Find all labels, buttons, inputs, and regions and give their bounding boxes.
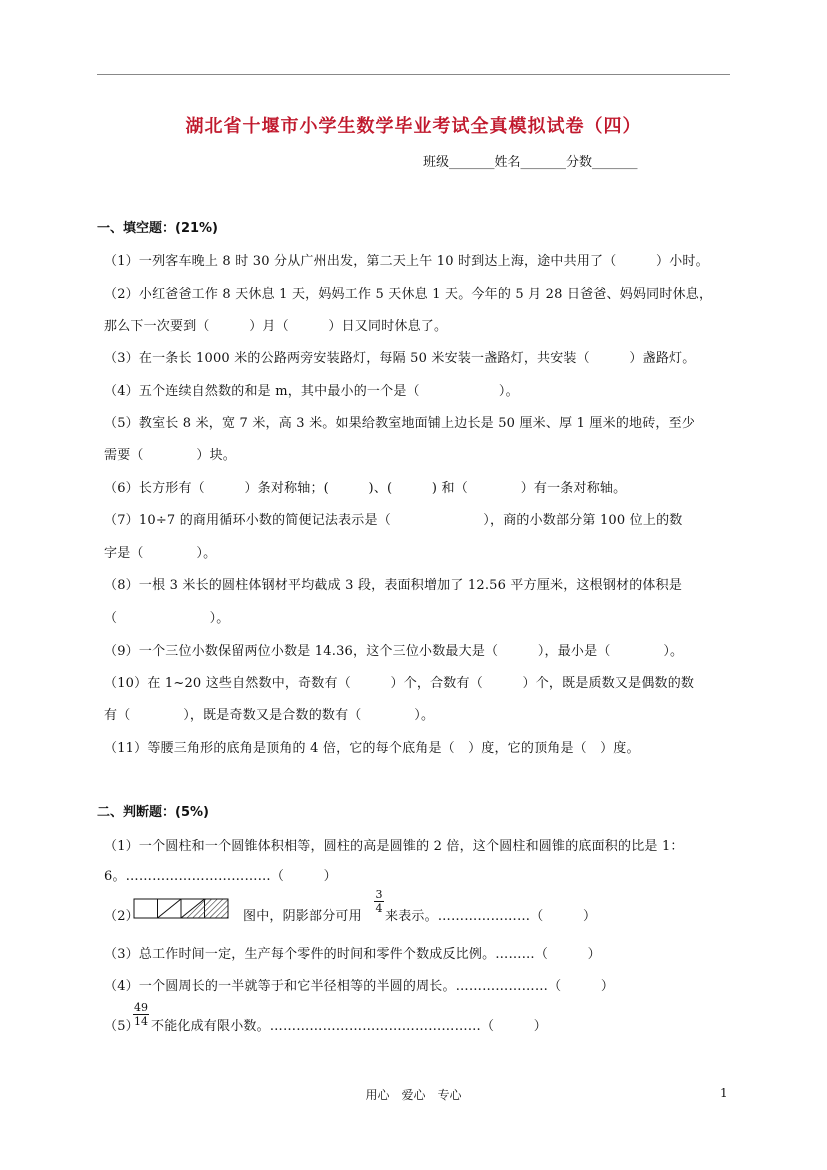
question-line: （8）一根 3 米长的圆柱体钢材平均截成 3 段，表面积增加了 12.56 平方厘米，这根钢材的体积是 — [104, 578, 683, 593]
question-line: 6。……………………………（ ） — [104, 869, 337, 884]
fraction-denominator: 14 — [134, 1015, 148, 1028]
student-info-fields: 班级_______姓名_______分数_______ — [423, 155, 638, 170]
page-number: 1 — [720, 1086, 728, 1100]
question-line: （4）一个圆周长的一半就等于和它半径相等的半圆的周长。…………………（ ） — [104, 979, 615, 994]
question-line: 有（ ），既是奇数又是合数的数有（ ）。 — [104, 708, 435, 723]
question-line: （7）10÷7 的商用循环小数的简便记法表示是（ ），商的小数部分第 100 位上的数 — [104, 513, 683, 528]
question-line: （3）总工作时间一定，生产每个零件的时间和零件个数成反比例。………（ ） — [104, 947, 601, 962]
fraction-denominator: 4 — [375, 902, 383, 915]
shaded-rectangle-diagram — [133, 898, 231, 920]
question-line: （1）一列客车晚上 8 时 30 分从广州出发，第二天上午 10 时到达上海，途中共用了（ ）小时。 — [104, 254, 709, 269]
question-2-prefix: （2） — [104, 909, 139, 924]
fraction-numerator: 3 — [375, 888, 383, 901]
footer-motto: 用心 爱心 专心 — [365, 1088, 462, 1102]
question-line: （10）在 1~20 这些自然数中，奇数有（ ）个，合数有（ ）个，既是质数又是偶数的数 — [104, 676, 695, 691]
question-line: （5）教室长 8 米，宽 7 米，高 3 米。如果给教室地面铺上边长是 50 厘米、厚 1 厘米的地砖，至少 — [104, 416, 696, 431]
question-line: （11）等腰三角形的底角是顶角的 4 倍，它的每个底角是（ ）度，它的顶角是（ ）度。 — [104, 741, 640, 756]
question-line: （2）小红爸爸工作 8 天休息 1 天，妈妈工作 5 天休息 1 天。今年的 5 月 28 日爸爸、妈妈同时休息， — [104, 287, 713, 302]
page-title: 湖北省十堰市小学生数学毕业考试全真模拟试卷（四） — [185, 116, 642, 137]
fraction-numerator: 49 — [134, 1001, 148, 1014]
question-2-suffix: 来表示。…………………（ ） — [385, 909, 597, 924]
question-line: （4）五个连续自然数的和是 m，其中最小的一个是（ ）。 — [104, 384, 519, 399]
question-line: （6）长方形有（ ）条对称轴；( )、( ) 和（ ）有一条对称轴。 — [104, 481, 627, 496]
section-heading-fill-blank: 一、填空题：(21%) — [97, 221, 218, 236]
question-line: 那么下一次要到（ ）月（ ）日又同时休息了。 — [104, 319, 448, 334]
fraction-three-quarters — [374, 888, 384, 915]
question-line: 需要（ ）块。 — [104, 448, 237, 463]
question-5-prefix: （5） — [104, 1019, 139, 1034]
header-rule — [97, 74, 730, 75]
question-line: （1）一个圆柱和一个圆锥体积相等，圆柱的高是圆锥的 2 倍，这个圆柱和圆锥的底面积的比是 1： — [104, 839, 684, 854]
question-line: （ ）。 — [104, 611, 230, 626]
question-2-text: 图中，阴影部分可用 — [243, 909, 362, 924]
section-heading-true-false: 二、判断题：(5%) — [97, 805, 209, 820]
fraction-49-14 — [133, 1001, 149, 1028]
question-line: 字是（ ）。 — [104, 546, 217, 561]
question-line: （3）在一条长 1000 米的公路两旁安装路灯，每隔 50 米安装一盏路灯，共安装（ ）盏路灯。 — [104, 351, 696, 366]
question-line: （9）一个三位小数保留两位小数是 14.36，这个三位小数最大是（ ），最小是（ ）。 — [104, 644, 684, 659]
question-5-suffix: 不能化成有限小数。…………………………………………（ ） — [151, 1019, 548, 1034]
